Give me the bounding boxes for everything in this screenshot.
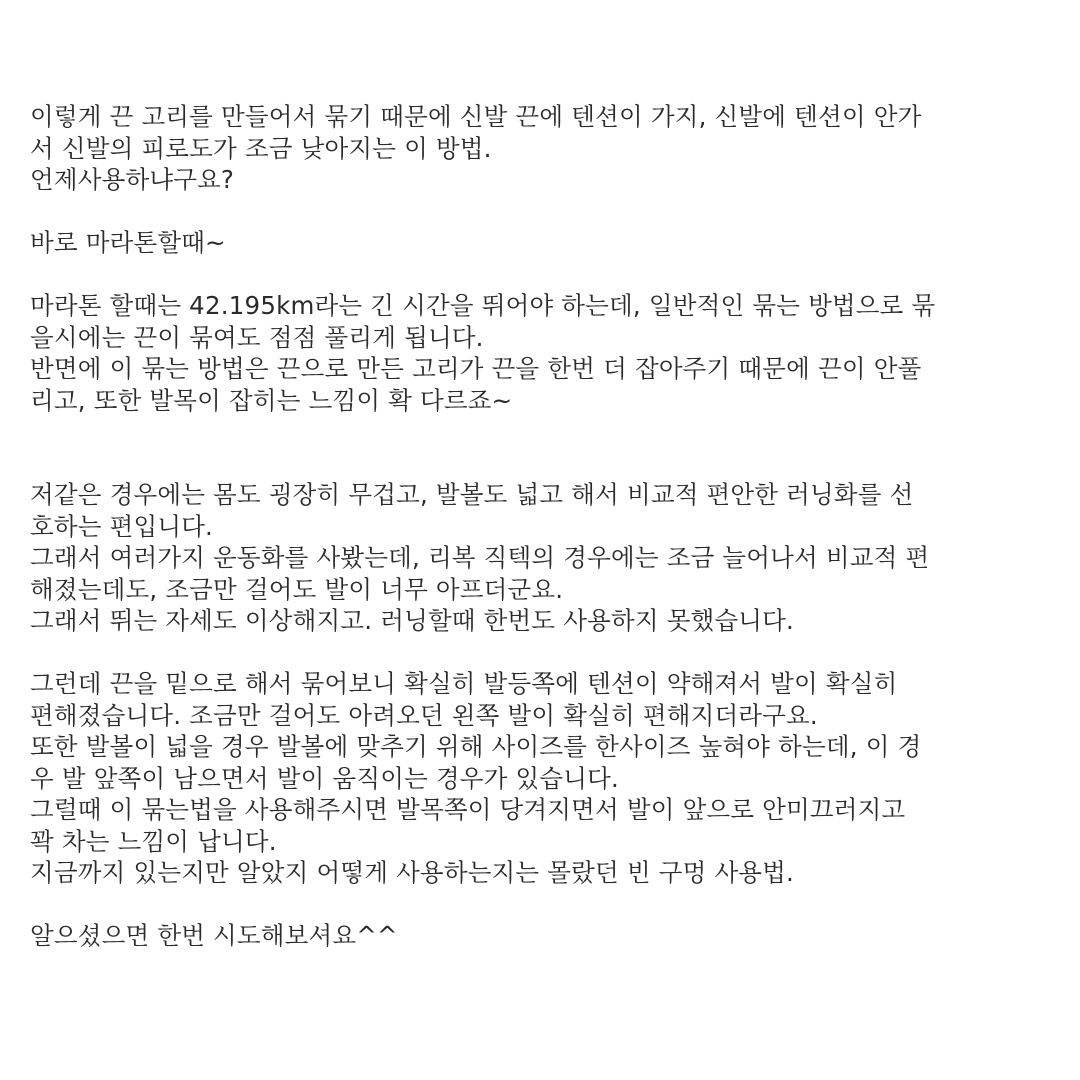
text-line: 꽉 차는 느낌이 납니다. xyxy=(30,826,277,856)
text-line: 우 발 앞쪽이 남으면서 발이 움직이는 경우가 있습니다. xyxy=(30,763,619,793)
paragraph-spacer xyxy=(30,196,1050,228)
paragraph-spacer xyxy=(30,637,1050,669)
text-line: 편해졌습니다. 조금만 걸어도 아려오던 왼쪽 발이 확실히 편해지더라구요. xyxy=(30,700,818,730)
text-line: 저같은 경우에는 몸도 굉장히 무겁고, 발볼도 넓고 해서 비교적 편안한 러닝화를 선 xyxy=(30,480,914,509)
text-line: 을시에는 끈이 묶여도 점점 풀리게 됩니다. xyxy=(30,322,484,352)
paragraph-spacer xyxy=(30,889,1050,921)
text-line: 바로 마라톤할때~ xyxy=(30,228,226,257)
text-line: 또한 발볼이 넓을 경우 발볼에 맞추기 위해 사이즈를 한사이즈 높혀야 하는데, 이 경 xyxy=(30,732,922,761)
text-line: 그래서 여러가지 운동화를 사봤는데, 리복 직텍의 경우에는 조금 늘어나서 비교적 편 xyxy=(30,543,930,572)
paragraph-intro xyxy=(30,101,1050,196)
paragraph-personal-experience xyxy=(30,479,1050,637)
text-line: 언제사용하냐구요? xyxy=(30,165,235,194)
paragraph-spacer xyxy=(30,259,1050,291)
text-line: 반면에 이 묶는 방법은 끈으로 만든 고리가 끈을 한번 더 잡아주기 때문에 끈이 안풀 xyxy=(30,354,922,383)
text-line: 리고, 또한 발목이 잡히는 느낌이 확 다르죠~ xyxy=(30,385,513,415)
paragraph-closing xyxy=(30,920,1050,952)
text-line: 해졌는데도, 조금만 걸어도 발이 너무 아프더군요. xyxy=(30,574,564,604)
text-line: 지금까지 있는지만 알았지 어떻게 사용하는지는 몰랐던 빈 구멍 사용법. xyxy=(30,858,795,887)
text-line: 호하는 편입니다. xyxy=(30,511,214,541)
paragraph-marathon-short xyxy=(30,227,1050,259)
text-line: 그럴때 이 묶는법을 사용해주시면 발목쪽이 당겨지면서 발이 앞으로 안미끄러지고 xyxy=(30,795,906,824)
text-line: 서 신발의 피로도가 조금 낮아지는 이 방법. xyxy=(30,133,492,163)
text-line: 이렇게 끈 고리를 만들어서 묶기 때문에 신발 끈에 텐션이 가지, 신발에 텐션이 안가 xyxy=(30,102,922,131)
text-line: 그래서 뛰는 자세도 이상해지고. 러닝할때 한번도 사용하지 못했습니다. xyxy=(30,606,795,635)
paragraph-result xyxy=(30,668,1050,889)
paragraph-spacer xyxy=(30,416,1050,479)
paragraph-marathon-detail xyxy=(30,290,1050,416)
text-line: 마라톤 할때는 42.195km라는 긴 시간을 뛰어야 하는데, 일반적인 묶는 방법으로 묶 xyxy=(30,291,936,320)
text-line: 그런데 끈을 밑으로 해서 묶어보니 확실히 발등쪽에 텐션이 약해져서 발이 확실히 xyxy=(30,669,898,698)
text-line: 알으셨으면 한번 시도해보셔요^^ xyxy=(30,921,398,950)
